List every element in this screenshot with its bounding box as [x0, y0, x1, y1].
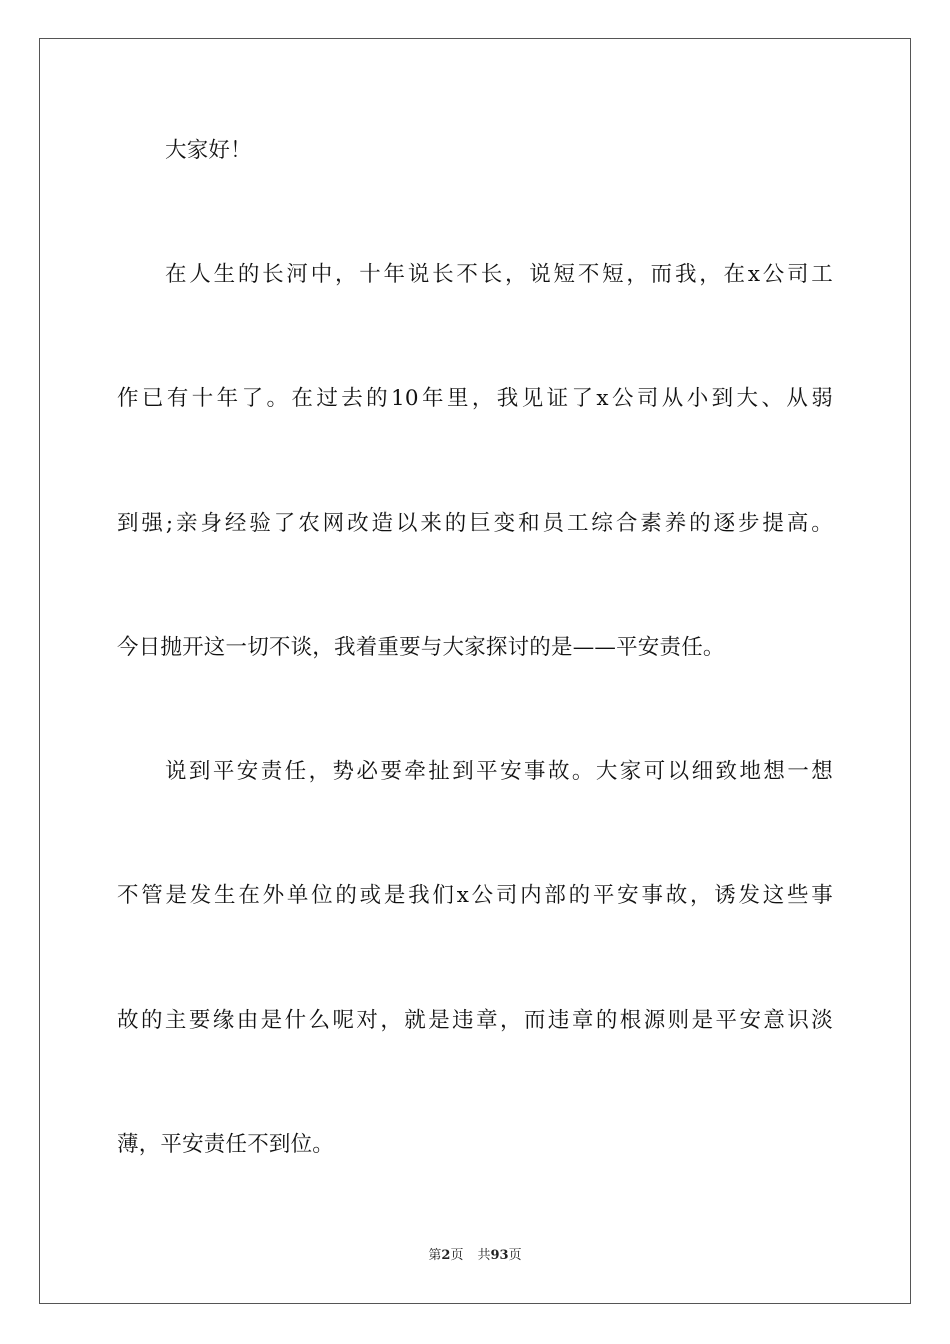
page-number: 2	[441, 1248, 451, 1263]
total-pages: 93	[490, 1248, 509, 1263]
paragraph-line: 作已有十年了。在过去的10年里，我见证了x公司从小到大、从弱	[117, 386, 833, 411]
paragraph-line: 不管是发生在外单位的或是我们x公司内部的平安事故，诱发这些事	[117, 883, 833, 908]
total-prefix: 共	[477, 1248, 491, 1263]
paragraph-line: 今日抛开这一切不谈，我着重要与大家探讨的是——平安责任。	[117, 635, 725, 660]
paragraph-line: 到强;亲身经验了农网改造以来的巨变和员工综合素养的逐步提高。	[117, 511, 833, 536]
paragraph-line: 说到平安责任，势必要牵扯到平安事故。大家可以细致地想一想	[165, 759, 833, 784]
page-border	[39, 38, 911, 1304]
paragraph-line: 薄，平安责任不到位。	[117, 1132, 335, 1157]
page-footer	[0, 1247, 950, 1265]
total-suffix: 页	[508, 1248, 522, 1263]
page-suffix: 页	[450, 1248, 464, 1263]
greeting-line: 大家好！	[165, 138, 252, 163]
paragraph-line: 故的主要缘由是什么呢对，就是违章，而违章的根源则是平安意识淡	[117, 1008, 833, 1033]
paragraph-line: 在人生的长河中，十年说长不长，说短不短，而我，在x公司工	[165, 262, 833, 287]
page-prefix: 第	[428, 1248, 442, 1263]
